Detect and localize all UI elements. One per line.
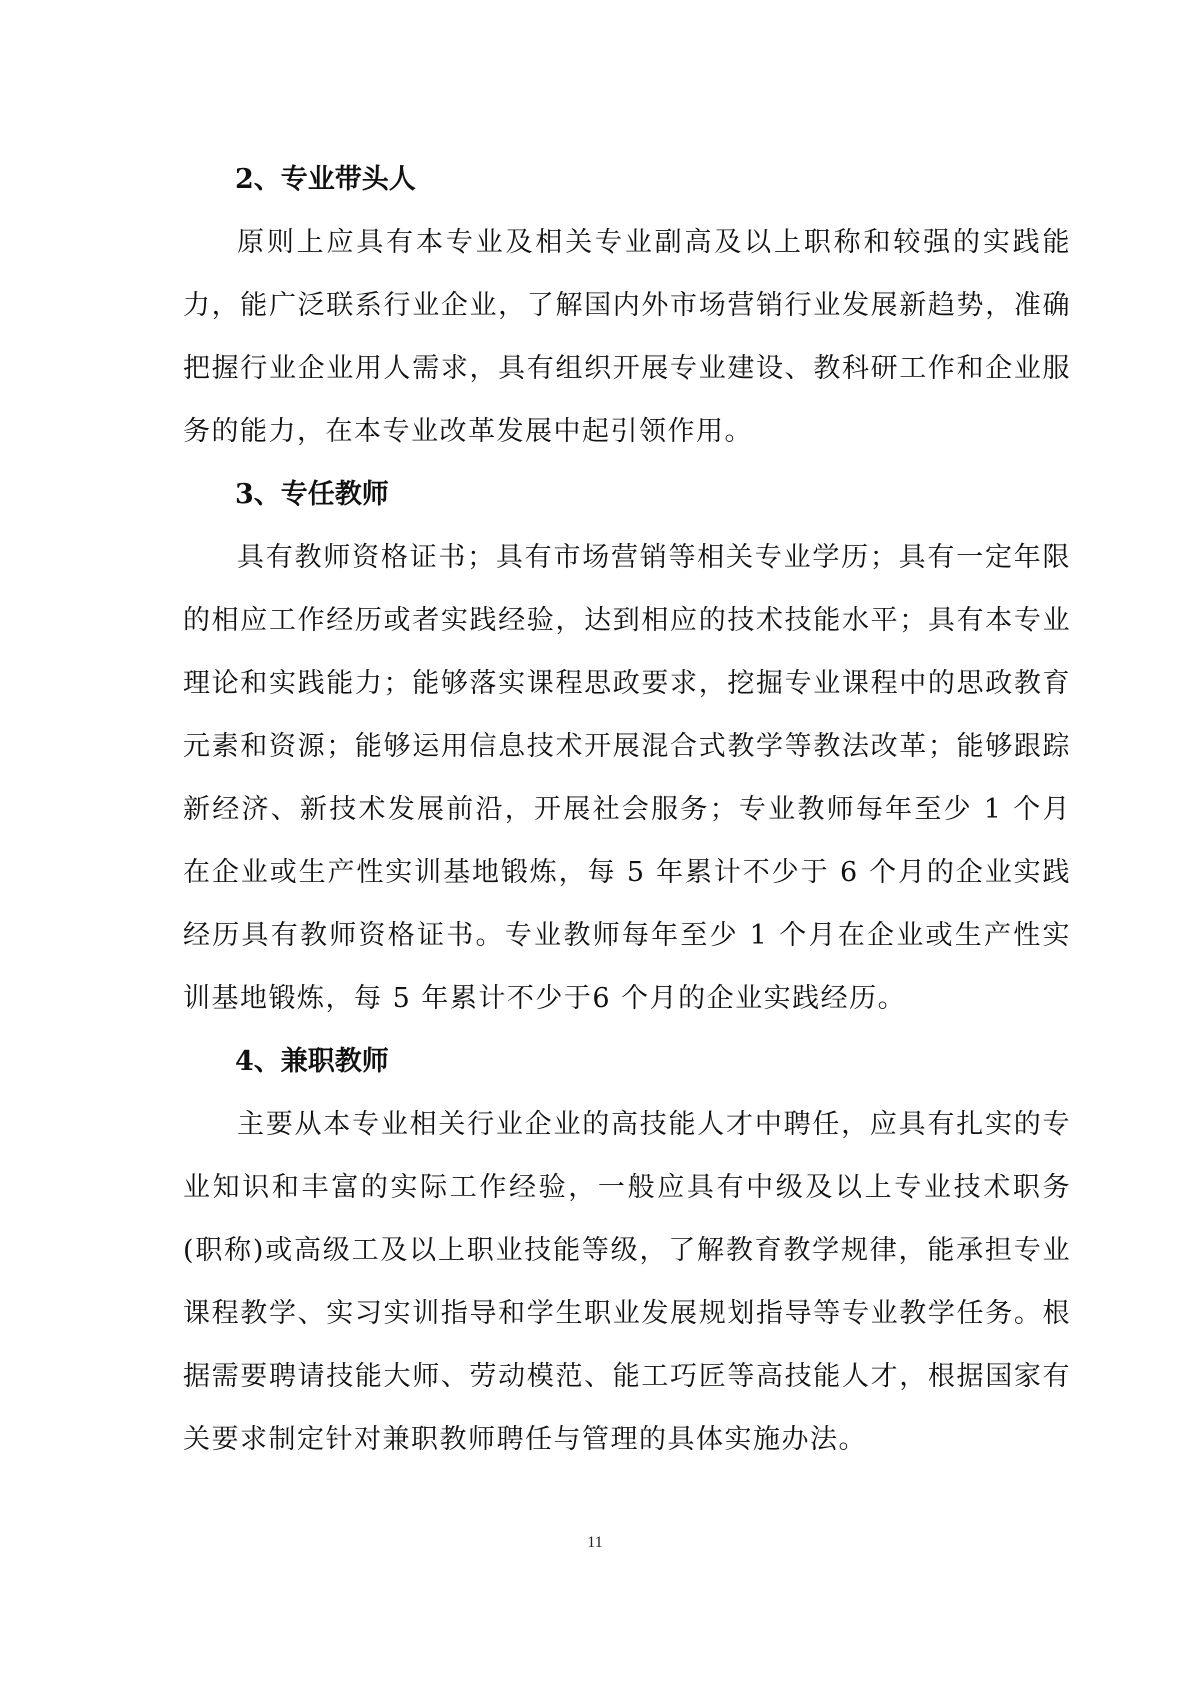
section-heading-parttime-teacher: 4、兼职教师 [235,1046,389,1077]
section-body-parttime-teacher: 主要从本专业相关行业企业的高技能人才中聘任，应具有扎实的专业知识和丰富的实际工作经验，一般应具有中级及以上专业技术职务(职称)或高级工及以上职业技能等级，了解教育教学规律，能承担专业课程教学、实习实训指导和学生职业发展规划指导等专业教学任务。根据需要聘请技能大师、劳动模范、能工巧匠等高技能人才，根据国家有关要求制定针对兼职教师聘任与管理的具体实施办法。 [183,1109,1071,1455]
section-body-fulltime-teacher: 具有教师资格证书；具有市场营销等相关专业学历；具有一定年限的相应工作经历或者实践经验，达到相应的技术技能水平；具有本专业理论和实践能力；能够落实课程思政要求，挖掘专业课程中的思政教育元素和资源；能够运用信息技术开展混合式教学等教法改革；能够跟踪新经济、新技术发展前沿，开展社会服务；专业教师每年至少 1 个月在企业或生产性实训基地锻炼，每 5 年累计不少于 6 个月的企业实践经历具有教师资格证书。专业教师每年至少 1 个月在企业或生产性实训基地锻炼，每 5 年累计不少于6 个月的企业实践经历。 [183,542,1071,1014]
document-body [183,148,1071,1471]
section-heading-professional-leader: 2、专业带头人 [235,164,416,195]
page-number: 11 [587,1534,603,1551]
section-heading-fulltime-teacher: 3、专任教师 [235,479,389,510]
section-body-professional-leader: 原则上应具有本专业及相关专业副高及以上职称和较强的实践能力，能广泛联系行业企业，了解国内外市场营销行业发展新趋势，准确把握行业企业用人需求，具有组织开展专业建设、教科研工作和企业服务的能力，在本专业改革发展中起引领作用。 [183,227,1071,447]
